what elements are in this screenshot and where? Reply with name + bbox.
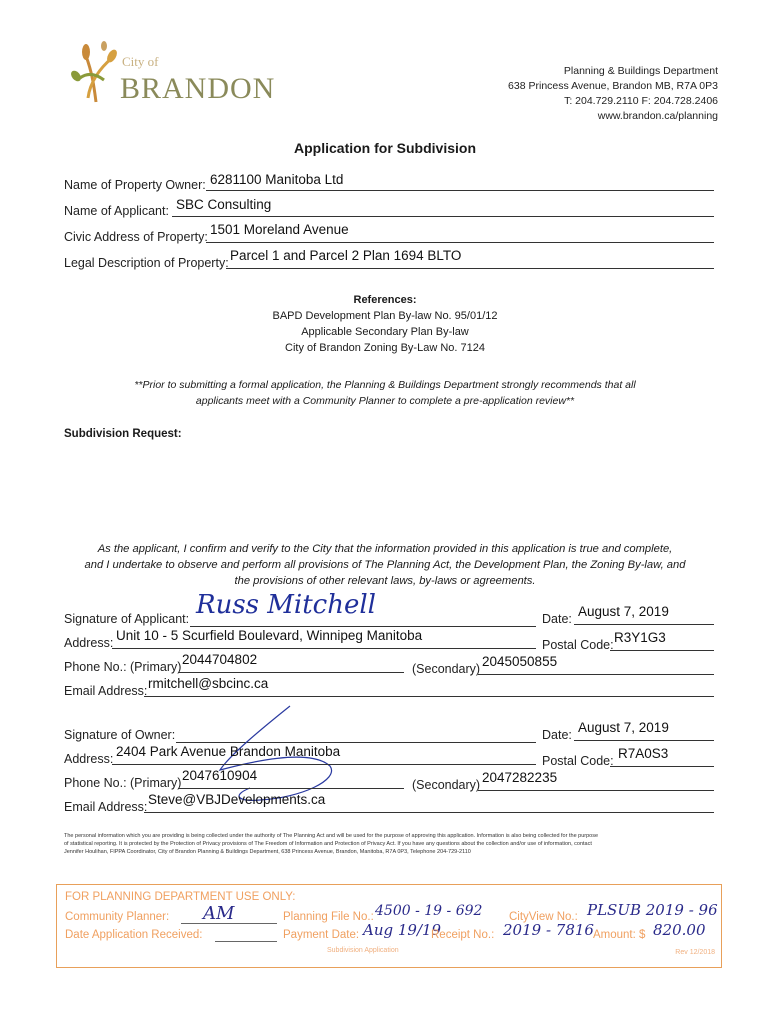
civic-line	[206, 242, 714, 243]
declaration	[0, 541, 770, 589]
owner-label: Name of Property Owner:	[64, 178, 206, 192]
owner-date-label: Date:	[542, 728, 572, 742]
form-title: Application for Subdivision	[294, 140, 476, 156]
owner-signature-label: Signature of Owner:	[64, 728, 176, 742]
department-header	[508, 64, 718, 124]
applicant-value: SBC Consulting	[176, 197, 272, 212]
references-block	[0, 292, 770, 356]
owner-phone-secondary-label: (Secondary)	[412, 778, 481, 792]
cityview-label: CityView No.:	[509, 911, 578, 923]
applicant-address-label: Address:	[64, 636, 114, 650]
owner-email-line	[144, 812, 714, 813]
owner-email-label: Email Address:	[64, 800, 148, 814]
file-value: 4500 - 19 - 692	[375, 903, 483, 919]
reference-line: City of Brandon Zoning By-Law No. 7124	[285, 342, 485, 354]
owner-phone-primary: 2047610904	[182, 768, 258, 783]
payment-date-label: Payment Date:	[283, 929, 360, 941]
subdivision-request-label: Subdivision Request:	[64, 428, 182, 440]
applicant-postal: R3Y1G3	[614, 630, 666, 645]
owner-phone-primary-line	[178, 788, 404, 789]
privacy-line-1: The personal information which you are providing is being collected under the authority of The Planning Act and will be used for the purpose of approving this application. Information is also being collected for the purpose	[64, 833, 599, 839]
owner-phone-secondary: 2047282235	[482, 770, 558, 785]
applicant-phone-primary: 2044704802	[182, 652, 258, 667]
owner-address-label: Address:	[64, 752, 114, 766]
owner-address-line	[112, 764, 536, 765]
owner-email: Steve@VBJDevelopments.ca	[148, 792, 326, 807]
amount-value: 820.00	[653, 921, 706, 939]
owner-postal: R7A0S3	[618, 746, 669, 761]
applicant-date-line	[574, 624, 714, 625]
applicant-label: Name of Applicant:	[64, 204, 169, 218]
applicant-date-label: Date:	[542, 612, 572, 626]
applicant-date: August 7, 2019	[578, 604, 669, 619]
payment-date-value: Aug 19/19	[363, 921, 442, 939]
applicant-signature-label: Signature of Applicant:	[64, 612, 190, 626]
owner-value: 6281100 Manitoba Ltd	[210, 172, 344, 187]
declaration-line-1: As the applicant, I confirm and verify to the City that the information provided in this application is true and complete,	[97, 543, 673, 555]
reference-line: Applicable Secondary Plan By-law	[301, 326, 469, 338]
owner-date-line	[574, 740, 714, 741]
reference-line: BAPD Development Plan By-law No. 95/01/12	[272, 310, 498, 322]
privacy-line-3: Jennifer Houlihan, FIPPA Coordinator, City of Brandon Planning & Buildings Department, 638 Princess Avenue, Brandon, Manitoba, R7A 0P3, Telephone 204-729-2110	[64, 849, 471, 855]
owner-line	[206, 190, 714, 191]
owner-date: August 7, 2019	[578, 720, 669, 735]
references-heading: References:	[353, 294, 417, 306]
revision-label: Rev 12/2018	[675, 949, 715, 956]
note-line-1: **Prior to submitting a formal application, the Planning & Buildings Department strongly recommends that all	[134, 379, 636, 391]
declaration-line-2: and I undertake to observe and perform all provisions of The Planning Act, the Development Plan, the Zoning By-law, and	[84, 559, 686, 571]
receipt-label: Receipt No.:	[431, 929, 495, 941]
file-label: Planning File No.:	[283, 911, 374, 923]
received-line	[215, 941, 277, 942]
legal-label: Legal Description of Property:	[64, 256, 229, 270]
city-logo	[66, 38, 306, 108]
applicant-email-line	[144, 696, 714, 697]
owner-address: 2404 Park Avenue Brandon Manitoba	[116, 744, 341, 759]
civic-label: Civic Address of Property:	[64, 230, 208, 244]
office-use-box	[56, 884, 722, 968]
owner-postal-label: Postal Code:	[542, 754, 614, 768]
owner-phone-primary-label: Phone No.: (Primary)	[64, 776, 182, 790]
applicant-email-label: Email Address:	[64, 684, 148, 698]
planner-label: Community Planner:	[65, 911, 170, 923]
privacy-notice	[64, 832, 720, 856]
dept-phone: T: 204.729.2110 F: 204.728.2406	[564, 95, 718, 107]
applicant-phone-primary-line	[178, 672, 404, 673]
applicant-phone-primary-label: Phone No.: (Primary)	[64, 660, 182, 674]
applicant-phone-secondary-label: (Secondary)	[412, 662, 481, 676]
applicant-postal-line	[610, 650, 714, 651]
cityview-value: PLSUB 2019 - 96	[587, 901, 718, 919]
logo-small-text: City of	[122, 54, 159, 69]
privacy-line-2: of statistical reporting. It is protected by the Protection of Privacy provisions of The Freedom of Information and Protection of Privacy Act. If you have any questions about the collection and/or use of information, contact	[64, 841, 592, 847]
owner-postal-line	[610, 766, 714, 767]
wheat-emblem-icon	[66, 38, 126, 104]
applicant-signature-line	[190, 626, 536, 627]
logo-big-text: BRANDON	[120, 72, 276, 105]
legal-line	[226, 268, 714, 269]
applicant-line	[172, 216, 714, 217]
applicant-phone-secondary: 2045050855	[482, 654, 558, 669]
owner-phone-secondary-line	[478, 790, 714, 791]
applicant-email: rmitchell@sbcinc.ca	[148, 676, 269, 691]
applicant-phone-secondary-line	[478, 674, 714, 675]
applicant-postal-label: Postal Code:	[542, 638, 614, 652]
applicant-signature: Russ Mitchell	[196, 590, 376, 620]
dept-address: 638 Princess Avenue, Brandon MB, R7A 0P3	[508, 80, 718, 92]
received-label: Date Application Received:	[65, 929, 203, 941]
dept-web: www.brandon.ca/planning	[597, 110, 718, 122]
office-heading: FOR PLANNING DEPARTMENT USE ONLY:	[65, 891, 296, 903]
receipt-value: 2019 - 7816	[503, 921, 594, 939]
declaration-line-3: the provisions of other relevant laws, by-laws or agreements.	[234, 575, 536, 587]
planner-value: AM	[203, 903, 235, 924]
dept-name: Planning & Buildings Department	[563, 65, 718, 77]
amount-label: Amount: $	[593, 929, 646, 941]
legal-value: Parcel 1 and Parcel 2 Plan 1694 BLTO	[230, 248, 462, 263]
pre-application-note	[0, 377, 770, 409]
note-line-2: applicants meet with a Community Planner to complete a pre-application review**	[195, 395, 575, 407]
civic-value: 1501 Moreland Avenue	[210, 222, 349, 237]
applicant-address: Unit 10 - 5 Scurfield Boulevard, Winnipeg Manitoba	[116, 628, 423, 643]
applicant-address-line	[112, 648, 536, 649]
stamp-text: Subdivision Application	[327, 947, 399, 954]
